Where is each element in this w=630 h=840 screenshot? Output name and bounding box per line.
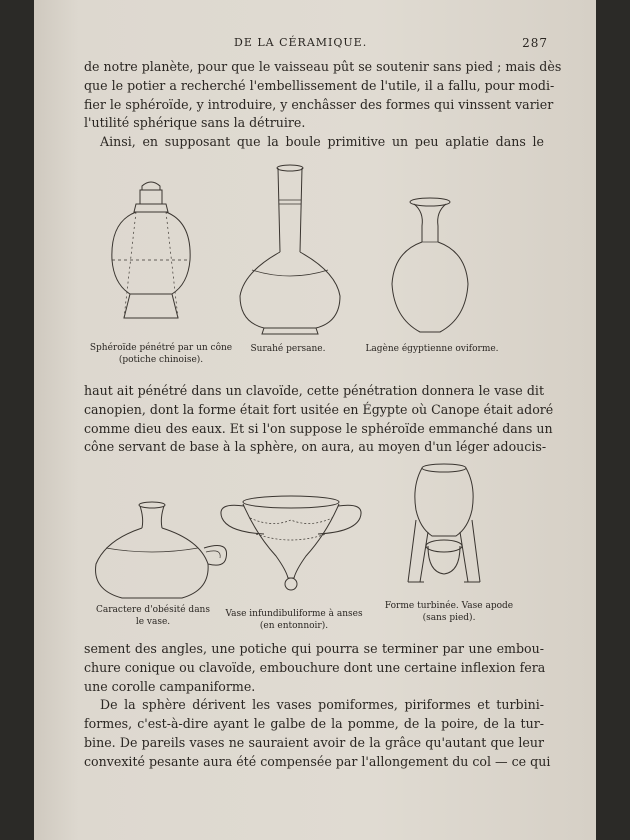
turbinate-vase-figure xyxy=(394,462,494,590)
caption-line: (en entonnoir). xyxy=(259,621,329,631)
text-line: que le potier a recherché l'embellissement de l'utile, il a fallu, pour modi- xyxy=(84,77,555,93)
caption-line: (sans pied). xyxy=(422,613,476,623)
persian-surahi-figure xyxy=(234,164,346,336)
paragraph-3 xyxy=(84,640,551,772)
running-title: DE LA CÉRAMIQUE. xyxy=(234,36,368,49)
egyptian-lagene-figure xyxy=(388,196,472,336)
text-line: de notre planète, pour que le vaisseau pût se soutenir sans pied ; mais dès xyxy=(84,59,562,74)
running-header xyxy=(34,36,596,50)
caption-turbinate xyxy=(374,600,524,624)
caption-obese xyxy=(78,604,228,628)
caption-funnel xyxy=(214,608,374,632)
caption-line: Lagène égyptienne oviforme. xyxy=(365,344,499,354)
text-line: Ainsi, en supposant que la boule primitive un peu aplatie dans le xyxy=(100,134,544,150)
book-page xyxy=(34,0,596,840)
caption-surahi xyxy=(224,343,352,355)
text-line: cône servant de base à la sphère, on aura, au moyen d'un léger adoucis- xyxy=(84,439,547,455)
text-line: comme dieu des eaux. Et si l'on suppose le sphéroïde emmanché dans un xyxy=(84,420,553,436)
funnel-vase-figure xyxy=(216,494,368,594)
text-line: formes, c'est-à-dire ayant le galbe de la pomme, de la poire, de la tur- xyxy=(84,716,544,732)
caption-line: Surahé persane. xyxy=(250,344,326,354)
text-line: chure conique ou clavoïde, embouchure dont une certaine inflexion fera xyxy=(84,659,546,675)
text-line: sement des angles, une potiche qui pourra se terminer par une embou- xyxy=(84,641,544,656)
text-line: bine. De pareils vases ne sauraient avoir de la grâce qu'autant que leur xyxy=(84,734,544,750)
caption-line: Sphéroïde pénétré par un cône xyxy=(89,343,233,353)
caption-line: Forme turbinée. Vase apode xyxy=(384,601,514,611)
text-line: canopien, dont la forme était fort usitée en Égypte où Canope était adoré xyxy=(84,401,554,417)
chinese-potiche-figure xyxy=(106,176,196,326)
caption-line: (potiche chinoise). xyxy=(118,355,204,365)
obese-vase-figure xyxy=(92,500,232,604)
text-line: convexité pesante aura été compensée par l'allongement du col — ce qui xyxy=(84,753,551,769)
text-line: une corolle campaniforme. xyxy=(84,678,256,694)
page-number: 287 xyxy=(522,36,548,50)
text-line: fier le sphéroïde, y introduire, y enchâsser des formes qui vinssent varier xyxy=(84,96,554,112)
text-line: haut ait pénétré dans un clavoïde, cette pénétration donnera le vase dit xyxy=(84,383,544,398)
caption-line: Caractere d'obésité dans xyxy=(96,605,210,615)
paragraph-2 xyxy=(84,382,554,457)
caption-line: le vase. xyxy=(135,617,171,627)
paragraph-1 xyxy=(84,58,562,152)
caption-potiche xyxy=(86,342,236,366)
caption-lagene xyxy=(356,343,508,355)
text-line: De la sphère dérivent les vases pomiformes, piriformes et turbini- xyxy=(100,697,544,713)
text-line: l'utilité sphérique sans la détruire. xyxy=(84,115,306,131)
caption-line: Vase infundibuliforme à anses xyxy=(225,609,363,619)
